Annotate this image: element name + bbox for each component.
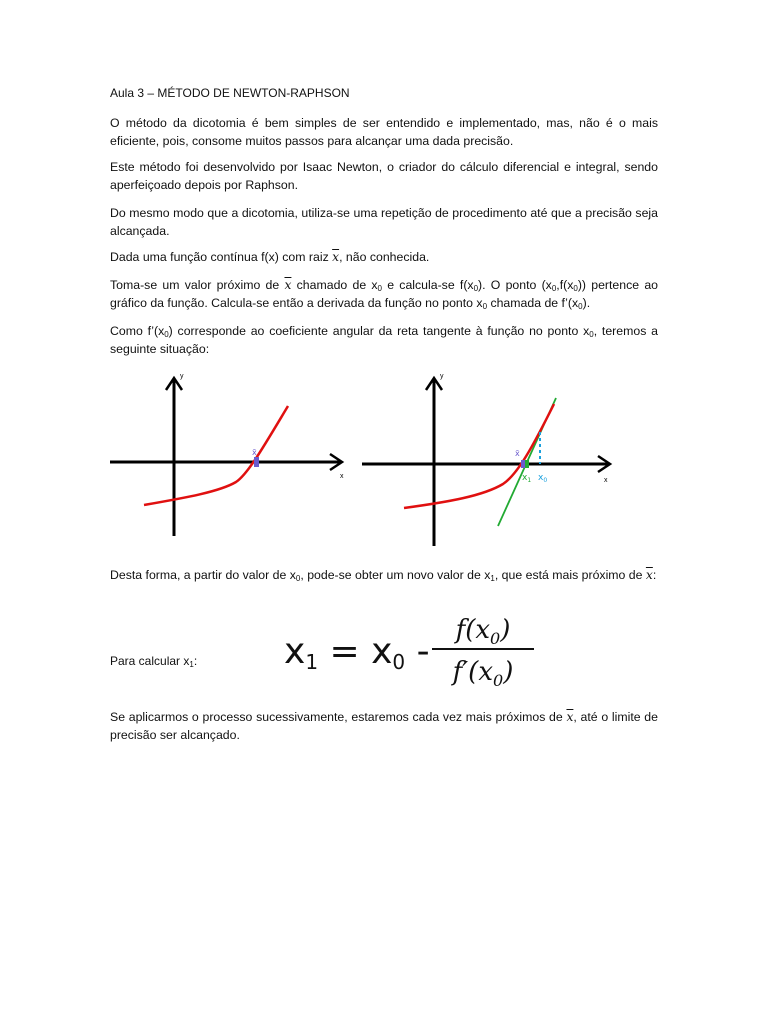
text-span: chamado de x (291, 278, 378, 292)
x1-label: $x_1$ (522, 473, 532, 484)
paragraph-function (110, 248, 658, 266)
y-axis-label: y (440, 373, 444, 380)
paragraph-tangent (110, 322, 658, 358)
paragraph-conclusion (110, 708, 658, 744)
root-label: x̄ (252, 448, 257, 457)
paragraph-initial-value (110, 276, 658, 312)
subscript: 0 (392, 650, 406, 674)
subscript: 0 (377, 284, 382, 293)
paragraph-repetition: Do mesmo modo que a dicotomia, utiliza-se uma repetição de procedimento até que a precisão seja alcançada. (110, 206, 658, 238)
function-curve (404, 404, 554, 508)
x0-label: $x_0$ (538, 473, 548, 484)
root-marker (254, 457, 259, 467)
function-graph (104, 366, 354, 546)
subscript: 0 (490, 629, 501, 648)
text-span: : (652, 568, 657, 582)
newton-graph (358, 366, 618, 548)
paragraph-new-value (110, 566, 658, 584)
text-span: ) (503, 657, 514, 687)
text-span: ). (582, 296, 591, 310)
xbar-symbol: $\overline{x}$ (645, 568, 653, 582)
formula-lhs (284, 632, 430, 672)
xbar-symbol: $\overline{x}$ (332, 250, 340, 264)
text-span: Como f’(x (110, 324, 165, 338)
formula-label (110, 654, 197, 668)
text-span: , não conhecida. (339, 250, 430, 264)
subscript: 0 (578, 302, 583, 311)
x1-marker (525, 460, 529, 468)
page-title: Aula 3 – MÉTODO DE NEWTON-RAPHSON (110, 86, 350, 100)
text-span: f′(x (452, 657, 493, 687)
y-axis-label: y (180, 373, 184, 380)
text-span: ,f(x (556, 278, 574, 292)
text-span: x (371, 631, 393, 672)
newton-formula (284, 612, 554, 696)
text-span: Para calcular x (110, 654, 190, 668)
text-span: x (284, 631, 306, 672)
text-span: Se aplicarmos o processo sucessivamente, estaremos cada vez mais próximos de (110, 710, 567, 724)
subscript: 0 (589, 330, 594, 339)
subscript: 0 (295, 574, 301, 583)
formula-fraction (432, 612, 534, 690)
text-span: , até o limite de precisão ser alcançado. (110, 710, 658, 742)
subscript: 1 (490, 574, 495, 583)
text-span: , teremos a seguinte situação: (110, 324, 658, 356)
root-label: x̄ (515, 449, 520, 458)
subscript: 0 (493, 671, 504, 690)
text-span: : (193, 654, 198, 668)
text-span: = (318, 631, 372, 672)
paragraph-history: Este método foi desenvolvido por Isaac Newton, o criador do cálculo diferencial e integral, sendo aperfeiçoado depois por Raphson. (110, 160, 658, 192)
formula-denominator (432, 648, 534, 690)
text-span: Desta forma, a partir do valor de x (110, 568, 296, 582)
text-span: Toma-se um valor próximo de (110, 278, 285, 292)
subscript: 1 (189, 660, 194, 669)
subscript: 0 (482, 302, 488, 311)
xbar-symbol: $\overline{x}$ (566, 710, 574, 724)
text-span: chamada de f’(x (487, 296, 579, 310)
formula-numerator (432, 612, 534, 648)
text-span: ) corresponde ao coeficiente angular da reta tangente à função no ponto x (168, 324, 590, 338)
x-axis-label: x (604, 477, 608, 484)
subscript: 0 (573, 284, 578, 293)
text-span: Dada uma função contínua f(x) com raiz (110, 250, 333, 264)
paragraph-dicotomia: O método da dicotomia é bem simples de ser entendido e implementado, mas, não é o mais eficiente, pois, consome muitos passos para alcançar uma dada precisão. (110, 116, 658, 148)
text-span: ). O ponto (x (478, 278, 552, 292)
x-axis-label: x (340, 473, 344, 480)
text-span: , que está mais próximo de (494, 568, 646, 582)
text-span: , pode-se obter um novo valor de x (300, 568, 491, 582)
subscript: 0 (164, 330, 169, 339)
function-curve (144, 406, 288, 505)
subscript: 1 (305, 650, 319, 674)
subscript: 0 (551, 284, 557, 293)
text-span: f(x (455, 615, 491, 645)
subscript: 0 (473, 284, 479, 293)
xbar-symbol: $\overline{x}$ (284, 278, 292, 292)
text-span: )) pertence ao gráfico da função. Calcula-se então a derivada da função no ponto x (110, 278, 659, 310)
text-span: ) (500, 615, 511, 645)
text-span: e calcula-se f(x (382, 278, 474, 292)
text-span: - (405, 631, 430, 672)
